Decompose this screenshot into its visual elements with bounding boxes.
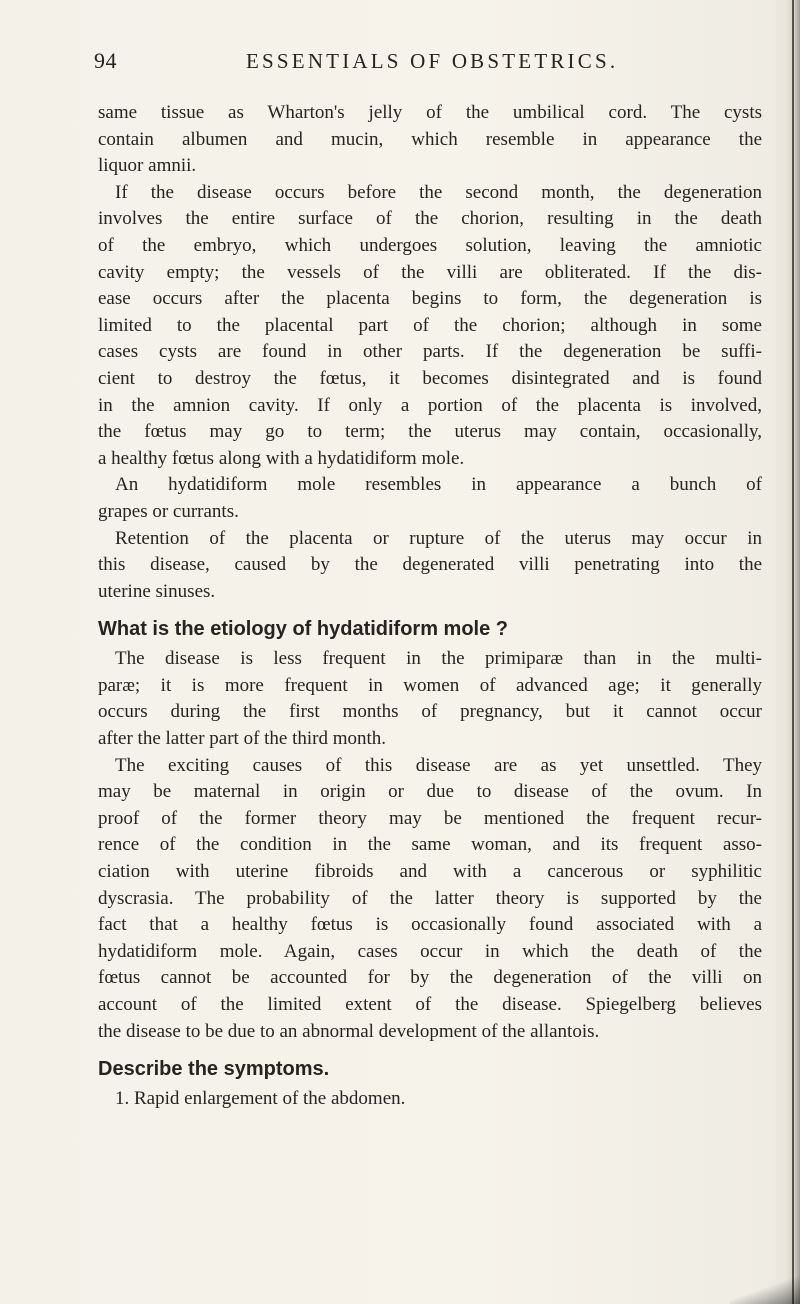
text-line: after the latter part of the third month. xyxy=(98,728,387,750)
text-line: If the disease occurs before the second month, the degeneration xyxy=(115,181,762,203)
text-line: grapes or currants. xyxy=(98,500,239,522)
running-title: ESSENTIALS OF OBSTETRICS. xyxy=(246,49,619,73)
text-line: contain albumen and mucin, which resemble in appearance the xyxy=(98,128,762,150)
text-line: ease occurs after the placenta begins to form, the degeneration is xyxy=(98,288,762,310)
text-line: a healthy fœtus along with a hydatidiform mole. xyxy=(98,447,465,469)
text-line: of the embryo, which undergoes solution, leaving the amniotic xyxy=(98,234,762,256)
text-line: paræ; it is more frequent in women of advanced age; it generally xyxy=(98,674,762,696)
text-line: proof of the former theory may be mentioned the frequent recur- xyxy=(98,807,762,829)
page-corner-shadow xyxy=(730,1264,800,1304)
text-line: ciation with uterine fibroids and with a cancerous or syphilitic xyxy=(98,861,762,883)
text-line: involves the entire surface of the chorion, resulting in the death xyxy=(98,208,762,230)
text-line: same tissue as Wharton's jelly of the umbilical cord. The cysts xyxy=(98,102,762,123)
text-line: Retention of the placenta or rupture of the uterus may occur in xyxy=(115,527,762,549)
body-text xyxy=(98,100,762,1113)
text-line: may be maternal in origin or due to disease of the ovum. In xyxy=(98,781,762,803)
text-line: limited to the placental part of the chorion; although in some xyxy=(98,314,762,336)
text-line: fœtus cannot be accounted for by the degeneration of the villi on xyxy=(98,967,762,989)
text-line: The exciting causes of this disease are as yet unsettled. They xyxy=(115,754,762,776)
page-edge-line xyxy=(792,0,794,1304)
text-line: the fœtus may go to term; the uterus may contain, occasionally, xyxy=(98,421,762,443)
text-line: cient to destroy the fœtus, it becomes disintegrated and is found xyxy=(98,367,762,389)
text-line: cavity empty; the vessels of the villi are obliterated. If the dis- xyxy=(98,261,762,283)
text-line: occurs during the first months of pregnancy, but it cannot occur xyxy=(98,701,762,723)
text-line: cases cysts are found in other parts. If the degeneration be suffi- xyxy=(98,341,762,363)
text-line: the disease to be due to an abnormal development of the allantois. xyxy=(98,1020,600,1042)
text-line: this disease, caused by the degenerated villi penetrating into the xyxy=(98,554,762,576)
text-line: The disease is less frequent in the primiparæ than in the multi- xyxy=(115,648,762,670)
text-line: hydatidiform mole. Again, cases occur in which the death of the xyxy=(98,940,762,962)
text-line: rence of the condition in the same woman, and its frequent asso- xyxy=(98,834,762,856)
text-line: in the amnion cavity. If only a portion of the placenta is involved, xyxy=(98,394,762,416)
text-line: liquor amnii. xyxy=(98,155,197,177)
text-line: uterine sinuses. xyxy=(98,580,216,602)
text-line: An hydatidiform mole resembles in appearance a bunch of xyxy=(115,474,762,496)
running-head xyxy=(94,46,714,76)
symptom-list-item: 1. Rapid enlargement of the abdomen. xyxy=(115,1088,406,1110)
text-line: account of the limited extent of the disease. Spiegelberg believes xyxy=(98,994,762,1015)
text-line: fact that a healthy fœtus is occasionally found associated with a xyxy=(98,914,762,936)
page-number: 94 xyxy=(94,48,117,73)
section-heading-symptoms: Describe the symptoms. xyxy=(98,1058,330,1081)
text-line: dyscrasia. The probability of the latter theory is supported by the xyxy=(98,887,762,909)
section-heading-etiology: What is the etiology of hydatidiform mole ? xyxy=(98,618,509,641)
